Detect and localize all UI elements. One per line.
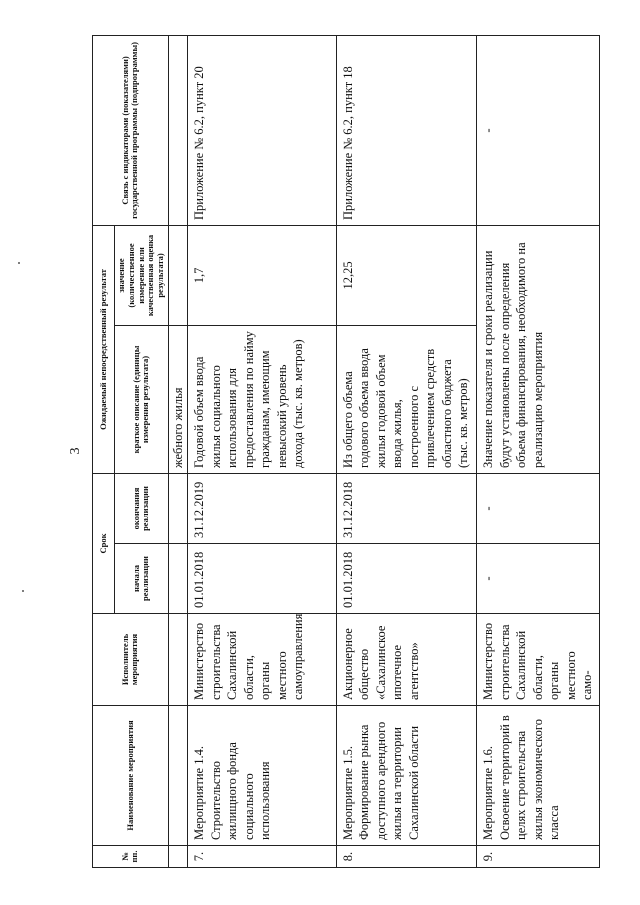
rotated-table-sheet [92,36,600,868]
row-num: 9. [477,846,600,868]
row-desc: Годовой объем ввода жилья социального использования для предоставления по найму гражданам, имеющим невысокий уровень дохода (тыс. кв. метров) [188,325,336,473]
row-desc: Из общего объема годового объема ввода жилья годовой объем ввода жилья, построенного с привлечением средств областного бюджета (тыс. кв. метров) [336,325,476,473]
row-link: Приложение № 6.2, пункт 18 [336,35,476,225]
row-end: - [477,473,600,543]
row-name: Мероприятие 1.5. Формирование рынка доступного арендного жилья на территории Сахалинской области [336,706,476,846]
row-name: Мероприятие 1.6. Освоение территорий в целях строительства жилья экономического класса [477,706,600,846]
carryover-desc: жебного жилья [168,325,188,473]
row-value: 1,7 [188,225,336,325]
row-end: 31.12.2018 [336,473,476,543]
table-row [168,35,188,867]
row-num: 7. [188,846,336,868]
header-result-desc: краткое описание (единицы измерения результата) [115,325,169,473]
row-value: 12,25 [336,225,476,325]
table-row [336,35,476,867]
page-number: 3 [68,447,83,455]
scan-speck [18,262,20,264]
row-start: 01.01.2018 [188,544,336,614]
row-link: - [477,35,600,225]
header-executor: Исполнитель мероприятия [93,614,169,706]
header-term-end: окончания реализации [115,473,169,543]
measures-table [92,35,600,868]
header-num: № пп. [93,846,169,868]
row-executor: Министерство строительства Сахалинской области, органы местного само- [477,614,600,706]
table-row [477,35,600,867]
row-executor: Министерство строительства Сахалинской области, органы местного самоуправления [188,614,336,706]
row-name: Мероприятие 1.4. Строительство жилищного фонда социального использования [188,706,336,846]
header-name: Наименование мероприятия [93,706,169,846]
header-result: Ожидаемый непосредственный результат [93,225,115,473]
row-desc: Значение показателя и сроки реализации будут установлены после определения объема финансирования, необходимого на реализацию мероприятия [477,225,600,473]
table-row [188,35,336,867]
row-end: 31.12.2019 [188,473,336,543]
header-result-value: значение (количественное измерение или качественная оценка результата) [115,225,169,325]
header-term-start: начала реализации [115,544,169,614]
row-start: - [477,544,600,614]
scan-speck [22,590,24,592]
row-link: Приложение № 6.2, пункт 20 [188,35,336,225]
row-start: 01.01.2018 [336,544,476,614]
row-executor: Акционерное общество «Сахалинское ипотечное агентство» [336,614,476,706]
row-num: 8. [336,846,476,868]
header-term: Срок [93,473,115,613]
header-link: Связь с индикаторами (показателями) государственной программы (подпрограммы) [93,35,169,225]
